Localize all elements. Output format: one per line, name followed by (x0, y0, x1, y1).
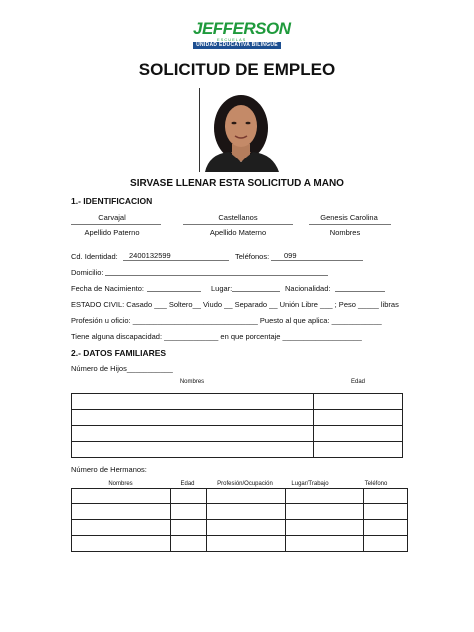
instructions-subtitle: SIRVASE LLENAR ESTA SOLICITUD A MANO (130, 178, 344, 189)
hermanos-nombre-cell[interactable] (72, 536, 171, 552)
hermanos-lugar-cell[interactable] (286, 520, 364, 536)
cedula-label: Cd. Identidad: (71, 252, 118, 261)
applicant-photo (199, 88, 285, 172)
hijos-edad-cell[interactable] (314, 426, 403, 442)
hijos-nombre-cell[interactable] (72, 426, 314, 442)
hermanos-profesion-cell[interactable] (207, 489, 286, 504)
domicilio-line (105, 275, 328, 276)
hermanos-edad-cell[interactable] (171, 489, 207, 504)
hijos-table (71, 393, 403, 458)
cedula-line (123, 260, 229, 261)
apellido-paterno-label: Apellido Paterno (84, 228, 140, 237)
hijos-nombre-cell[interactable] (72, 394, 314, 410)
hijos-header-nombres: Nombres (179, 379, 205, 385)
table-row (72, 442, 403, 458)
hermanos-edad-cell[interactable] (171, 536, 207, 552)
hijos-label: Número de Hijos___________ (71, 364, 173, 373)
hijos-nombre-cell[interactable] (72, 442, 314, 458)
apellido-materno-value: Castellanos (218, 213, 258, 222)
section-identificacion-heading: 1.- IDENTIFICACION (71, 196, 153, 206)
hermanos-table (71, 488, 408, 552)
table-row (72, 520, 408, 536)
hermanos-lugar-cell[interactable] (286, 536, 364, 552)
hermanos-edad-cell[interactable] (171, 520, 207, 536)
hermanos-telefono-cell[interactable] (364, 489, 408, 504)
section-familiares-heading: 2.- DATOS FAMILIARES (71, 348, 167, 358)
apellido-materno-line (183, 224, 293, 225)
lugar-line (232, 291, 280, 292)
table-row (72, 394, 403, 410)
hijos-edad-cell[interactable] (314, 442, 403, 458)
hermanos-telefono-cell[interactable] (364, 536, 408, 552)
table-row (72, 504, 408, 520)
hermanos-profesion-cell[interactable] (207, 504, 286, 520)
apellido-materno-label: Apellido Materno (209, 228, 267, 237)
nacionalidad-label: Nacionalidad: (285, 284, 331, 293)
profesion-line: Profesión u oficio: ______________________________ Puesto al que aplica: ____________ (71, 316, 382, 325)
telefonos-value: 099 (284, 251, 297, 260)
hermanos-telefono-cell[interactable] (364, 504, 408, 520)
cedula-value: 2400132599 (129, 251, 171, 260)
estado-civil-line: ESTADO CIVIL: Casado ___ Soltero__ Viudo __ Separado __ Unión Libre ___ ; Peso _____ libras (71, 300, 399, 309)
hermanos-profesion-cell[interactable] (207, 536, 286, 552)
school-logo (193, 19, 291, 50)
nombres-label: Nombres (329, 228, 361, 237)
apellido-paterno-line (71, 224, 161, 225)
hermanos-header-edad: Edad (180, 481, 195, 487)
logo-bar: UNIDAD EDUCATIVA BILINGÜE (193, 42, 281, 49)
table-row (72, 489, 408, 504)
hermanos-label: Número de Hermanos: (71, 465, 147, 474)
domicilio-label: Domicilio: (71, 268, 104, 277)
discapacidad-line: Tiene alguna discapacidad: _____________ en que porcentaje ___________________ (71, 332, 362, 341)
logo-name: JEFFERSON (193, 19, 291, 38)
nacimiento-label: Fecha de Nacimiento: (71, 284, 144, 293)
nacimiento-line (147, 291, 201, 292)
nombres-line (309, 224, 391, 225)
hermanos-nombre-cell[interactable] (72, 520, 171, 536)
hijos-edad-cell[interactable] (314, 410, 403, 426)
hijos-edad-cell[interactable] (314, 394, 403, 410)
logo-subname: ESCUELAS (217, 37, 247, 42)
hermanos-edad-cell[interactable] (171, 504, 207, 520)
hermanos-header-profesion: Profesión/Ocupación (217, 481, 273, 487)
table-row (72, 410, 403, 426)
table-row (72, 536, 408, 552)
hermanos-telefono-cell[interactable] (364, 520, 408, 536)
hermanos-header-nombres: Nombres (108, 481, 133, 487)
hijos-nombre-cell[interactable] (72, 410, 314, 426)
page-title: SOLICITUD DE EMPLEO (138, 60, 336, 79)
hermanos-nombre-cell[interactable] (72, 489, 171, 504)
lugar-label: Lugar: (211, 284, 233, 293)
hermanos-header-telefono: Teléfono (364, 481, 388, 487)
hijos-header-edad: Edad (350, 379, 365, 385)
nacionalidad-line (335, 291, 385, 292)
hermanos-lugar-cell[interactable] (286, 504, 364, 520)
hermanos-nombre-cell[interactable] (72, 504, 171, 520)
hermanos-lugar-cell[interactable] (286, 489, 364, 504)
apellido-paterno-value: Carvajal (98, 213, 126, 222)
hermanos-header-lugar: Lugar/Trabajo (291, 481, 329, 487)
telefonos-line (271, 260, 363, 261)
hermanos-profesion-cell[interactable] (207, 520, 286, 536)
table-row (72, 426, 403, 442)
nombres-value: Genesis Carolina (320, 213, 378, 222)
telefonos-label: Teléfonos: (235, 252, 270, 261)
